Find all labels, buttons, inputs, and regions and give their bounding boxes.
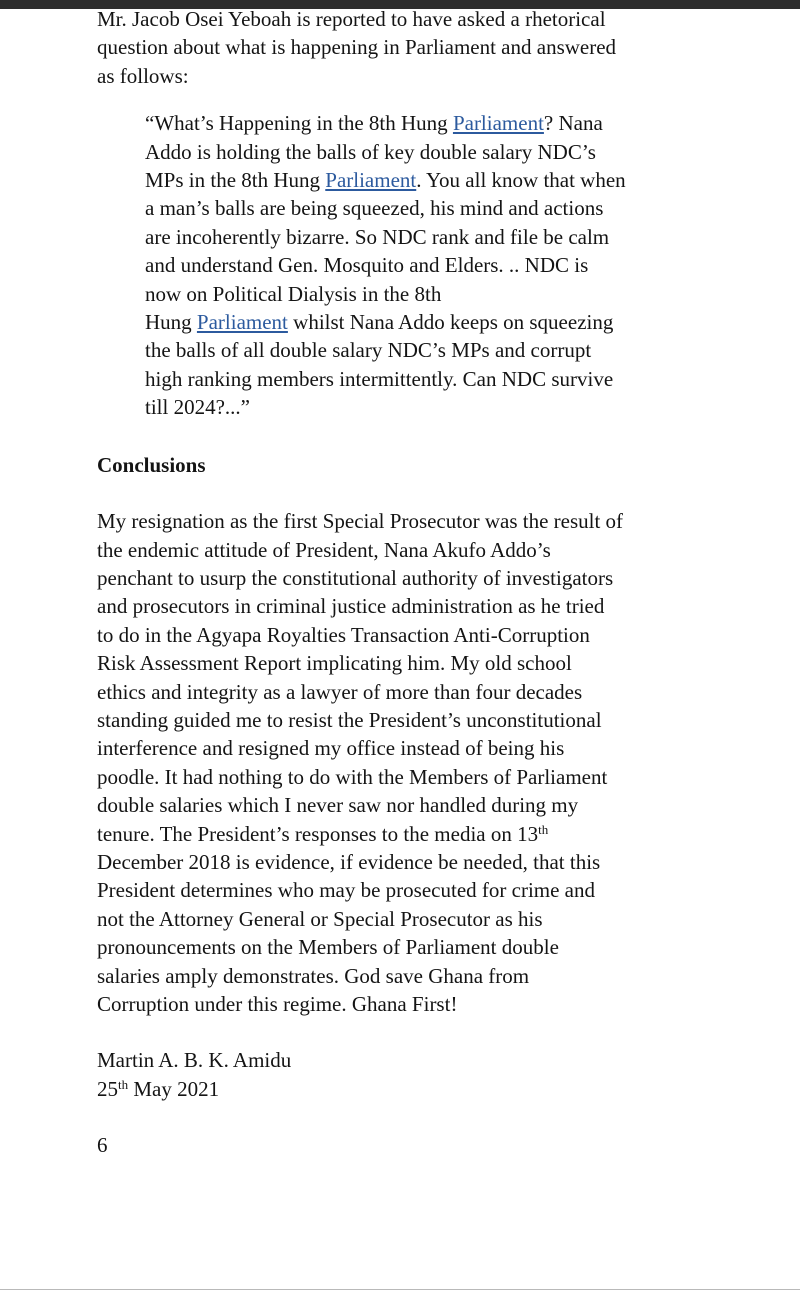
paragraph-line: standing guided me to resist the President’s unconstitutional <box>97 707 602 732</box>
paragraph-line: the endemic attitude of President, Nana Akufo Addo’s <box>97 537 551 562</box>
quote-text: whilst Nana Addo keeps on squeezing <box>287 310 614 335</box>
section-heading: Conclusions <box>97 452 206 477</box>
conclusion-paragraph <box>97 507 737 1018</box>
paragraph-line: President determines who may be prosecuted for crime and <box>97 878 596 903</box>
document-page <box>97 5 737 1160</box>
quote-line: Addo is holding the balls of key double salary NDC’s <box>145 139 596 164</box>
paragraph-line: to do in the Agyapa Royalties Transaction Anti-Corruption <box>97 622 590 647</box>
quote-line: a man’s balls are being squeezed, his mind and actions <box>145 196 604 221</box>
parliament-link[interactable]: Parliament <box>452 111 544 136</box>
intro-line: Mr. Jacob Osei Yeboah is reported to have asked a rhetorical <box>97 7 606 31</box>
paragraph-line: poodle. It had nothing to do with the Members of Parliament <box>97 764 608 789</box>
ordinal-superscript: th <box>118 1076 129 1092</box>
paragraph-line: My resignation as the first Special Prosecutor was the result of <box>97 509 624 534</box>
paragraph-line: Corruption under this regime. Ghana First! <box>97 992 458 1016</box>
quote-line: the balls of all double salary NDC’s MPs and corrupt <box>145 338 592 363</box>
quote-text: “What’s Happening in the 8th Hung <box>145 111 453 136</box>
quote-line: now on Political Dialysis in the 8th <box>145 281 442 306</box>
paragraph-line: salaries amply demonstrates. God save Ghana from <box>97 963 530 988</box>
quote-line <box>145 166 737 194</box>
quote-text: MPs in the 8th Hung <box>145 168 326 193</box>
quote-line <box>145 109 737 137</box>
signature-name: Martin A. B. K. Amidu <box>97 1048 292 1073</box>
intro-paragraph <box>97 5 737 90</box>
intro-line: question about what is happening in Parliament and answered <box>97 35 617 60</box>
paragraph-line: and prosecutors in criminal justice administration as he tried <box>97 594 605 619</box>
bottom-divider <box>0 1289 800 1290</box>
signature-date <box>97 1075 737 1103</box>
signature-block <box>97 1046 737 1103</box>
parliament-link[interactable]: Parliament <box>196 310 288 335</box>
paragraph-line: December 2018 is evidence, if evidence be needed, that this <box>97 849 601 874</box>
page-number: 6 <box>97 1133 108 1158</box>
paragraph-text: tenure. The President’s responses to the media on 13 <box>97 821 539 846</box>
quote-text: . You all know that when <box>416 168 626 193</box>
date-day: 25 <box>97 1076 118 1101</box>
paragraph-line: pronouncements on the Members of Parliament double <box>97 935 559 960</box>
paragraph-line: Risk Assessment Report implicating him. My old school <box>97 651 572 676</box>
ordinal-superscript: th <box>538 821 549 837</box>
parliament-link[interactable]: Parliament <box>325 168 417 193</box>
quote-text: ? Nana <box>543 111 603 136</box>
paragraph-line: interference and resigned my office instead of being his <box>97 736 565 761</box>
date-rest: May 2021 <box>128 1076 220 1101</box>
paragraph-line: double salaries which I never saw nor handled during my <box>97 793 579 818</box>
quote-line: are incoherently bizarre. So NDC rank and file be calm <box>145 224 610 249</box>
paragraph-line: penchant to usurp the constitutional authority of investigators <box>97 565 614 590</box>
quote-text: Hung <box>145 310 197 335</box>
block-quote <box>145 109 737 421</box>
quote-line: high ranking members intermittently. Can NDC survive <box>145 366 614 391</box>
intro-line: as follows: <box>97 63 189 88</box>
quote-line: and understand Gen. Mosquito and Elders. .. NDC is <box>145 253 589 278</box>
paragraph-line <box>97 820 737 848</box>
paragraph-line: ethics and integrity as a lawyer of more than four decades <box>97 679 583 704</box>
paragraph-line: not the Attorney General or Special Prosecutor as his <box>97 906 543 931</box>
quote-line: till 2024?...” <box>145 395 250 420</box>
quote-line <box>145 308 737 336</box>
